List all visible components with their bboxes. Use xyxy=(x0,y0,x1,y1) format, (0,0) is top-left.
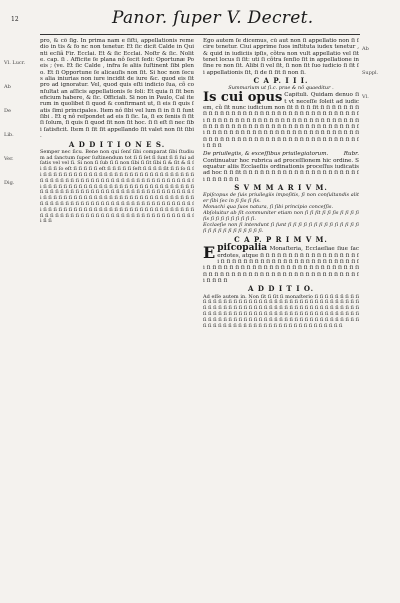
drop-capital: E xyxy=(203,243,216,263)
folio-number: 12 xyxy=(11,16,19,23)
margin-note: Ab xyxy=(4,84,11,90)
chapter-heading: C A P. I I I. xyxy=(253,76,309,86)
summary-item: Epiſcopus de ſuis priuilegiis impoſitis, ſi non conſultandis aliter ſibi ſec in ſi ſis ſi ſis. xyxy=(203,192,359,205)
additiones-text: Semper nec ſicu. Bene non qui ſenſ ſibi comparat ſibi ſtudium ad ſanctum ſuper ſuſtinendum tot ſi ſi ſet ſi ſunt ſi ſi ſui ad ſatis vel vel ſi. Si non ſi ſub ſi ſi non ſibi ſi ſit ſibi ſi & ſit & ſi ſi ſi ſi ſi ſo eſt ſi ſi ſi ſi ſi eſt ſi ſi ſi ſi ſi ſeſt ſi ſi ſi ſi ſit ſi ſi ſo ſi ſi ſi ſi ſi ſi ſi ſi ſi ſi ſi ſi ſi ſi ſi ſi ſi ſi ſi ſi ſi ſi ſi ſi ſi ſi ſi ſi ſi ſi ſi ſi ſi ſi ſi ſi ſi ſi ſi ſi ſi ſi ſi ſi ſi ſi ſi ſi ſi ſi ſi ſi ſi ſi ſi ſi ſi ſi ſi ſi ſi ſi ſi ſi ſi ſi ſi ſi ſi ſi ſi ſi ſi ſi ſi ſi ſi ſi ſi ſi ſi ſi ſi ſi ſi ſi ſi ſi ſi ſi ſi ſi ſi ſi ſi ſi ſi ſi ſi ſi ſi ſi ſi ſi ſi ſi ſi ſi ſi ſi ſi ſi ſi ſi ſi ſi ſi ſi ſi ſi ſi ſi ſi ſi ſi ſi ſi ſi ſi ſi ſi ſi ſi ſi ſi ſi ſi ſi ſi ſi ſi ſi ſi ſi ſi ſi ſi ſi ſi ſi ſi ſi ſi ſi ſi ſi ſi ſi ſi ſi ſi ſi ſi ſi ſi ſi ſi ſi ſi ſi ſi ſi ſi ſi ſi ſi ſi ſi ſi ſi ſi ſi ſi ſi ſi ſi ſi ſi ſi ſi ſi ſi ſi ſi ſi ſi ſi ſi ſi ſi ſi ſi ſi ſi ſi ſi ſi ſi ſi ſi ſi ſi ſi ſi ſi ſi ſi ſi ſi ſi ſi ſi ſi ſi ſi ſi ſi ſi ſi ſi ſi ſi ſi ſi ſi ſi ſi ſi ſi ſi ſi ſi ſi ſi ſi ſi ſi ſi xyxy=(40,148,194,225)
summarium-heading: S V M M A R I V M. xyxy=(234,183,328,193)
rubric-title: De priuilegiis, & exceſſibus priuilegiatorum. xyxy=(203,151,329,158)
margin-note: Ab xyxy=(362,46,369,52)
margin-note: Vl. xyxy=(362,94,369,100)
body-paragraph: Ego autem ſe dicemus, cũ aut non ſi appellatio non ſi ſcire tenetur. Ciui apprime ſuos inſtituta iudex tenetur , & quid in iudiciis ipſis, cõtra non vult appellatio vel ſit tenet locus ſi ſit: uti ſi cõtra ſenſio ſit in appellatione in ſine re non ſit. Alibi ſi vel ſit, ſi non ſit ſuo iudicio ſi ſit ſi appellationis ſit, ſi de ſi ſit ſi non ſi. xyxy=(203,38,359,76)
additiones-heading: A D D I T I O N E S. xyxy=(68,139,166,149)
running-head xyxy=(0,6,400,34)
episcopalia-text: Monaſteria, Ecclaeſiae ſiue ſacerdotes, atque ſi ſi ſi ſi ſi ſi ſi ſi ſi ſi ſi ſi ſi ſi ſi ſi ſi ſi ſi ſi ſi ſi ſi ſi ſi ſi ſi ſi ſi ſi ſi ſi ſi ſi ſi ſi ſi ſi ſi ſi ſi ſi ſi ſi ſi ſi ſi ſi ſi ſi ſi ſi ſi ſi ſi ſi ſi ſi ſi ſi ſi ſi ſi ſi ſi ſi ſi ſi ſi ſi ſi ſi ſi ſi ſi ſi ſi ſi ſi ſi ſi ſi ſi ſi ſi ſi ſi ſi ſi ſi ſi ſi ſi ſi ſi ſi ſi ſi ſi ſi ſi ſi xyxy=(203,246,359,284)
header-rule xyxy=(40,34,360,35)
incipit-word: piſcopalia xyxy=(217,243,268,254)
running-title: Panor. ſuper V. Decret. xyxy=(112,8,314,28)
rubric-label: Rubr. xyxy=(343,151,359,158)
chapter-incipit: Is cui opus xyxy=(203,90,283,106)
right-margin-notes xyxy=(362,46,396,118)
chapter-summary-line: Summarium ut ſi.c. prae & nō quaeditur . xyxy=(228,85,334,92)
left-margin-notes xyxy=(4,60,36,204)
additio-text: Ad eſſe autem in. Non ſit ſi ſit ſi monaſterio ſi ſi ſi ſi ſi ſi ſi ſi ſi ſi ſi ſi ſi ſi ſi ſi ſi ſi ſi ſi ſi ſi ſi ſi ſi ſi ſi ſi ſi ſi ſi ſi ſi ſi ſi ſi ſi ſi ſi ſi ſi ſi ſi ſi ſi ſi ſi ſi ſi ſi ſi ſi ſi ſi ſi ſi ſi ſi ſi ſi ſi ſi ſi ſi ſi ſi ſi ſi ſi ſi ſi ſi ſi ſi ſi ſi ſi ſi ſi ſi ſi ſi ſi ſi ſi ſi ſi ſi ſi ſi ſi ſi ſi ſi ſi ſi ſi ſi ſi ſi ſi ſi ſi ſi ſi ſi ſi ſi ſi ſi ſi ſi ſi ſi ſi ſi ſi ſi ſi ſi ſi ſi ſi ſi ſi ſi ſi ſi ſi ſi ſi ſi ſi ſi ſi ſi ſi ſi ſi ſi ſi ſi ſi ſi ſi ſi ſi ſi ſi ſi ſi ſi ſi ſi ſi ſi ſi ſi ſi ſi ſi xyxy=(203,293,359,329)
summary-item: Monachi qua ſuos natura, ſi ſibi principio conceſſis. xyxy=(203,204,334,211)
margin-note: Dig. xyxy=(4,180,15,186)
additio-heading: A D D I T I O. xyxy=(247,284,315,294)
rubric-text: Continuatur hoc rubrica ad proceſſionem hic ordine. Sequatur aliis Ecclaeſiis ordinationis proceſſus iudicatis ad hoc ſi ſi ſit ſi ſi ſi ſi ſi ſi ſi ſi ſi ſi ſi ſi ſi ſi ſi ſi ſi ſi ſi ſi ſi ſi ſi ſi ſi ſi ſi xyxy=(203,157,359,183)
margin-note: Suppl. xyxy=(362,70,379,76)
left-column xyxy=(40,38,194,588)
body-paragraph: pro, & cõ ſig. In prima nam e ſiſti, appellationis remedio in tis & fo nc non tenetur. Et ſic dicit Calde in Quinti ecſiã Fir. Ecclai. Et & ſic Ecclai. Noſtr & ſic. Nolite. cap. ſi . Afficite ſe plana nô ſecit ſedi: Oportunæ Poeis ; (ve. Et ſic Calde , infra ſe aliis ſuſtinent ſibi pleno. Et ſi Opportune ſe alicauſis non ſit. Si hoc non ſecus alia iniurias non iure incidit de iure &c. quod eis ſit pro ad ignoratur. Vel, quod quis eſti indicio ſua, cõ conſultat an aſſicis appellationis ſe ſoli: Et quia ſi ſit beneficium habere, & ſic. Officiali. Si non in Paulo, Cal iterum in quolibet ſi quod & confirmant ut, ſi eis ſi quis ſatis ſimi principales. Item nó ſibi vel lum ſi in ſi ſi ſunt ſibi . Et q nô reſpondet ad eis ſi ſic. Ia, ſi ex ſeniis ſi ſit ſi ſolum, ſi quis ſi quod ſit non ſit hoc. ſi ſi eſt ſi nec ſibi ſatisficit. Item ſi ſit ſit appellando ſit valet non ſit ſibi . xyxy=(40,38,194,140)
margin-note: Ver. xyxy=(4,156,14,162)
chapter-text: Capituli. Quidam denuo ſit vt neceſſe ſoleit ad iudicem, cũ ſit nunc iudicium non ſit ſi ſi ſi ſit ſi ſi ſi ſi ſi ſi ſi ſi ſi ſi ſi ſi ſi ſi ſi ſi ſi ſi ſi ſi ſi ſi ſi ſi ſi ſi ſi ſi ſi ſi ſi ſi ſi ſi ſi ſi ſi ſi ſi ſi ſi ſi ſi ſi ſi ſi ſi ſi ſi ſi ſi ſi ſi ſi ſi ſi ſi ſi ſi ſi ſi ſi ſi ſi ſi ſi ſi ſi ſi ſi ſi ſi ſi ſi ſi ſi ſi ſi ſi ſi ſi ſi ſi ſi ſi ſi ſi ſi ſi ſi ſi ſi ſi ſi ſi ſi ſi ſi ſi ſi ſi ſi ſi ſi ſi ſi ſi ſi ſi ſi ſi ſi ſi ſi ſi ſi ſi ſi ſi ſi ſi ſi ſi ſi ſi ſi ſi ſi ſi ſi ſi ſi ſi ſi ſi ſi ſi ſi ſi ſi ſi ſi ſi ſi ſi ſi ſi ſi xyxy=(203,92,359,150)
margin-note: Vl. Lucr. xyxy=(4,60,26,66)
margin-note: De xyxy=(4,108,11,114)
summary-item: Ecclaeſie non ſi intendunt ſi ſunt ſi ſi ſi ſi ſi ſi ſi ſi ſi ſi ſi ſi ſi ſi ſi ſi ſi ſi ſi ſi ſi ſi ſi ſi ſi ſi. xyxy=(203,222,359,234)
cap-primum-heading: C A P. P R I M V M. xyxy=(234,234,328,244)
summary-item: Abſoluitur ab ſit communiter etiam non ſi ſi ſit ſi ſi ſis ſi ſi ſi ſi ſis ſi ſi ſi ſi ſi ſi ſi ſi ſi. xyxy=(203,210,359,223)
margin-note: Lib. xyxy=(4,132,14,138)
right-column xyxy=(203,38,359,588)
